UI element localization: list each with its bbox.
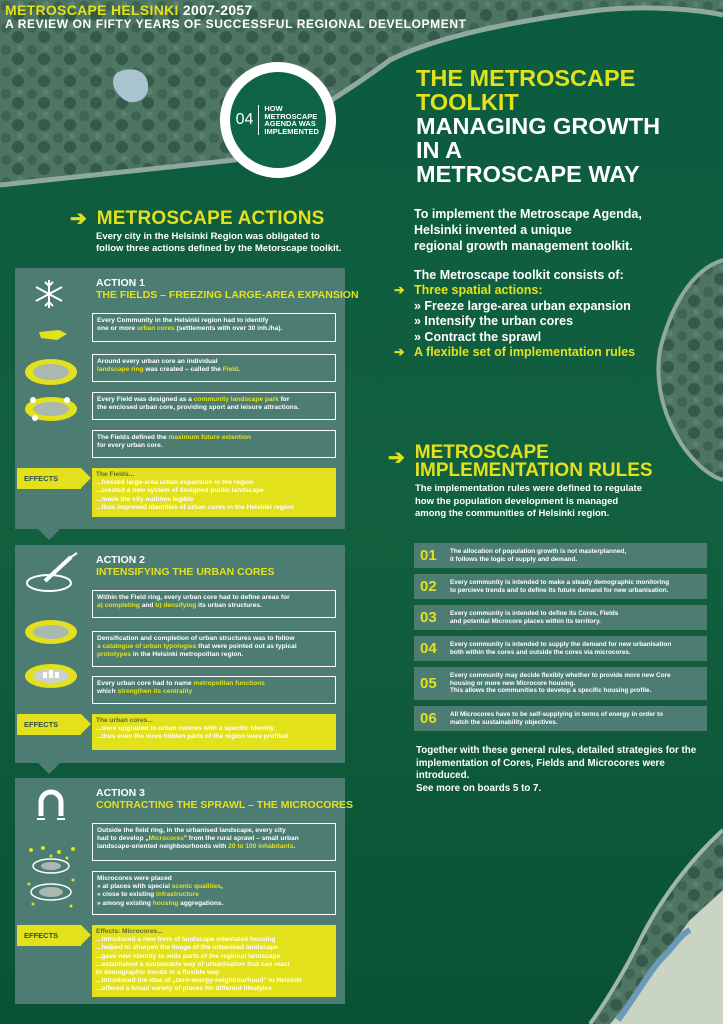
step-highlight: landscape ring xyxy=(97,366,144,374)
toolkit-list xyxy=(394,268,635,360)
intro-line: Helsinki invented a unique xyxy=(414,223,572,237)
rule-number: 05 xyxy=(420,675,437,692)
step-text: landscape-oriented neighbourhoods with xyxy=(97,843,229,851)
action3-effects xyxy=(92,925,336,997)
step-text: . xyxy=(238,366,240,374)
effects-line: ...created a new system of designed public landscape xyxy=(96,487,264,495)
action3-effects-label: EFFECTS xyxy=(17,925,81,946)
step-text: » close to existing xyxy=(97,891,156,899)
badge-number: 04 xyxy=(235,111,254,128)
step-highlight: prototypes xyxy=(97,651,132,659)
rules-description-line: how the population development is managed xyxy=(415,495,619,507)
step-text: Microcores were placed xyxy=(97,875,172,882)
rule-line: This allows the communities to develop a specific housing profile. xyxy=(450,687,652,695)
landscape-ring-icon xyxy=(23,356,79,388)
arrow-right-icon: ➔ xyxy=(394,283,405,298)
summary-text xyxy=(416,745,716,795)
rule-item xyxy=(414,543,707,568)
title-line-2: TOOLKIT xyxy=(416,89,519,115)
effects-line: ...helped to sharpen the image of the urbanised landscape xyxy=(96,944,279,952)
rule-text xyxy=(450,711,663,727)
step-highlight: infrastructure xyxy=(156,891,199,899)
actions-description-line: follow three actions defined by the Metorscape toolkit. xyxy=(96,243,342,254)
panel-pointer xyxy=(38,529,60,540)
rules-section-header xyxy=(388,444,675,521)
rule-number: 02 xyxy=(420,578,437,595)
step-text: Within the Field ring, every urban core had to define areas for xyxy=(97,594,290,601)
step-highlight: Microcores xyxy=(148,835,184,843)
step-text: aggregations. xyxy=(178,899,224,907)
step-text: Every urban core had to name xyxy=(97,680,194,687)
step-text: and xyxy=(139,602,156,610)
title-line-3: MANAGING GROWTH xyxy=(416,113,661,139)
action3-heading xyxy=(96,788,353,811)
step-highlight: urban cores xyxy=(136,325,175,333)
rule-item xyxy=(414,636,707,661)
step-text xyxy=(97,843,331,851)
toolkit-spatial-label: Three spatial actions: xyxy=(414,283,543,298)
toolkit-rules xyxy=(394,345,635,360)
rule-line: The allocation of population growth is not masterplanned, xyxy=(450,547,627,555)
toolkit-lead: The Metroscape toolkit consists of: xyxy=(414,268,624,282)
badge-inner xyxy=(230,72,326,168)
effects-line: ...introduced a new form of landscape orientated housing xyxy=(96,936,276,944)
magnet-icon xyxy=(33,786,69,822)
step-text xyxy=(97,680,331,688)
rule-line: it follows the logic of supply and demand. xyxy=(450,555,578,563)
rules-description-line: among the communities of Helsinki region. xyxy=(415,508,610,520)
rule-number: 06 xyxy=(420,710,437,727)
rules-description-line: The implementation rules were defined to regulate xyxy=(415,483,642,494)
step-text: the enclosed urban core, providing sport and leisure attractions. xyxy=(97,404,300,412)
effects-line: ...freezed large-area urban expansion in the region xyxy=(96,479,254,487)
step-highlight: b) densifying xyxy=(155,602,197,610)
title-line-4: IN A xyxy=(416,137,463,163)
page-title xyxy=(416,66,716,186)
step-text: " from the rural sprawl – small urban xyxy=(183,835,299,843)
step-text xyxy=(97,643,331,651)
header-subtitle: A REVIEW ON FIFTY YEARS OF SUCCESSFUL REGIONAL DEVELOPMENT xyxy=(5,17,467,31)
step-text: , xyxy=(220,883,223,891)
microcores-icon xyxy=(21,844,83,914)
rule-number: 04 xyxy=(420,640,437,657)
dense-core-icon xyxy=(23,661,79,691)
step-text: Outside the field ring, in the urbanised landscape, every city xyxy=(97,827,286,834)
rule-item xyxy=(414,574,707,599)
landscape-park-icon xyxy=(23,394,79,424)
step-text xyxy=(97,891,331,899)
rule-line: Every community is intended to define its Cores, Fields xyxy=(450,609,619,617)
step-text: one or more xyxy=(97,325,137,333)
rule-line: housing or more new Microcore housing. xyxy=(450,679,576,687)
action3-label: ACTION 3 xyxy=(96,787,146,799)
rule-line: Every community is intended to supply the demand for new urbanisation xyxy=(450,640,672,648)
header-title xyxy=(5,2,253,18)
actions-description-line: Every city in the Helsinki Region was obligated to xyxy=(96,231,320,242)
action1-panel xyxy=(15,268,359,529)
toolkit-item: » Freeze large-area urban expansion xyxy=(414,298,631,313)
action2-heading xyxy=(96,555,275,578)
action1-step2 xyxy=(92,354,336,382)
effects-line: ...thus improved identities of urban cores in the Helsinki region xyxy=(96,503,294,511)
rule-text xyxy=(450,672,671,695)
rule-line: Every community may decide flexibly whether to provide more new Core xyxy=(450,671,671,679)
step-highlight: a catalogue of urban typologies xyxy=(97,643,197,651)
step-text xyxy=(97,434,331,442)
step-text xyxy=(97,366,331,374)
step-text: its urban structures. xyxy=(196,602,262,610)
action2-step2 xyxy=(92,631,336,667)
title-line-1: THE METROSCAPE xyxy=(416,65,636,91)
step-highlight: 20 to 100 inhabitants xyxy=(228,843,294,851)
step-text: in the Helsinki metropolitan region. xyxy=(131,651,244,659)
step-text xyxy=(97,396,331,404)
effects-line: ...established a sustainable way of urbanisation that can react xyxy=(96,960,290,968)
rules-description xyxy=(415,483,675,521)
step-text xyxy=(97,883,331,891)
brand: METROSCAPE HELSINKI xyxy=(5,2,179,18)
actions-description xyxy=(96,231,356,255)
step-text: that were pointed out as typical xyxy=(196,643,297,651)
rule-line: and potential Microcore places within its territory. xyxy=(450,617,601,625)
rule-number: 01 xyxy=(420,547,437,564)
step-highlight: housing xyxy=(152,899,179,907)
effects-line: ...offered a broad variety of places for different lifestyles xyxy=(96,985,272,993)
rule-item xyxy=(414,706,707,731)
rule-number: 03 xyxy=(420,609,437,626)
step-text: The Fields defined the xyxy=(97,434,169,441)
effects-line: ...thus even the more hidden parts of the region were profiled xyxy=(96,733,288,741)
rule-item xyxy=(414,667,707,700)
step-text: was created – called the xyxy=(143,366,223,374)
step-text: » among existing xyxy=(97,899,153,907)
rule-text xyxy=(450,641,671,657)
title-line-5: METROSCAPE WAY xyxy=(416,161,640,187)
action3-panel xyxy=(15,778,354,1004)
effects-line: The Fields... xyxy=(96,471,135,478)
effects-line: ...introduced the idea of „zero-energy-neighbourhood" to Helsinki xyxy=(96,977,302,985)
step-text xyxy=(97,688,331,696)
step-text: Around every urban core an individual xyxy=(97,358,218,365)
action1-label: ACTION 1 xyxy=(96,277,146,289)
effects-line: The urban cores... xyxy=(96,717,153,724)
action1-step4 xyxy=(92,430,336,458)
action2-step3 xyxy=(92,676,336,704)
action2-effects xyxy=(92,714,336,750)
step-highlight: metropolitan functions xyxy=(193,680,265,687)
arrow-right-icon: ➔ xyxy=(70,208,87,230)
step-text: Densification and completion of urban structures was to follow xyxy=(97,635,295,642)
actions-section-header xyxy=(70,206,356,255)
field-ring-icon xyxy=(23,617,79,647)
panel-pointer xyxy=(38,763,60,774)
action1-heading xyxy=(96,278,359,301)
summary-line: Together with these general rules, detailed strategies for the xyxy=(416,745,697,756)
intro-text xyxy=(414,206,714,254)
summary-line: See more on boards 5 to 7. xyxy=(416,782,542,794)
step-text: . xyxy=(293,843,296,851)
step-highlight: Field xyxy=(222,366,239,374)
toolkit-item: » Intensify the urban cores xyxy=(414,314,574,329)
rule-line: All Microcores have to be self-supplying in terms of energy in order to xyxy=(450,710,664,718)
rule-text xyxy=(450,610,618,626)
rule-line: both within the cores and outside the cores via microcores. xyxy=(450,648,631,656)
step-highlight: a) completing xyxy=(97,602,140,610)
action3-step1 xyxy=(92,823,336,861)
step-text: had to develop „ xyxy=(97,835,149,843)
step-text xyxy=(97,602,331,610)
intro-line: regional growth management toolkit. xyxy=(414,239,633,253)
rule-item xyxy=(414,605,707,630)
syringe-icon xyxy=(23,551,81,593)
action1-effects xyxy=(92,468,336,517)
toolkit-spatial xyxy=(394,283,635,298)
rules-heading-line2: IMPLEMENTATION RULES xyxy=(414,460,653,481)
step-text: (settlements with over 30 inh./ha). xyxy=(174,325,283,333)
snowflake-icon xyxy=(31,278,67,310)
action1-step3 xyxy=(92,392,336,420)
step-text: Every Community in the Helsinki region had to identify xyxy=(97,317,269,324)
action2-label: ACTION 2 xyxy=(96,554,146,566)
intro-line: To implement the Metroscape Agenda, xyxy=(414,207,642,221)
action2-title: INTENSIFYING THE URBAN CORES xyxy=(96,565,275,578)
action3-title: CONTRACTING THE SPRAWL – THE MICROCORES xyxy=(96,798,354,811)
effects-line: ...were upgraded to urban centres with a specific identity xyxy=(96,725,275,733)
step-text: » at places with special xyxy=(97,883,172,891)
step-highlight: strengthen its centrality xyxy=(117,688,193,696)
effects-line: to demographic trends in a flexible way xyxy=(96,969,220,977)
rule-line: Every community is intended to make a steady demographic monitoring xyxy=(450,578,670,586)
action2-panel xyxy=(15,545,345,763)
step-highlight: community landscape park xyxy=(193,396,279,403)
step-highlight: scenic qualities xyxy=(171,883,221,891)
years: 2007-2057 xyxy=(182,2,253,18)
rules-heading-line1: METROSCAPE xyxy=(414,442,549,463)
action1-effects-label: EFFECTS xyxy=(17,468,81,489)
actions-heading: METROSCAPE ACTIONS xyxy=(96,207,325,229)
badge-text: HOW METROSCAPE AGENDA WAS IMPLEMENTED xyxy=(264,104,319,136)
effects-line: ...gave new identity to wide parts of the regional landscape xyxy=(96,952,281,960)
step-text xyxy=(97,900,331,908)
action1-title: THE FIELDS – FREEZING LARGE-AREA EXPANSION xyxy=(96,288,359,301)
step-text: which xyxy=(97,688,118,696)
step-text: for every urban core. xyxy=(97,442,163,450)
action1-step1 xyxy=(92,313,336,342)
toolkit-item: » Contract the sprawl xyxy=(414,329,542,344)
rule-text xyxy=(450,548,626,564)
action2-step1 xyxy=(92,590,336,618)
action3-step2 xyxy=(92,871,336,915)
step-highlight: maximum future extention xyxy=(168,434,251,441)
effects-line: ...made the city outlines legible xyxy=(96,495,194,503)
step-text: for xyxy=(278,396,290,403)
arrow-right-icon: ➔ xyxy=(394,345,405,360)
summary-line: implementation of Cores, Fields and Microcores were introduced. xyxy=(416,757,665,782)
step-text: Every Field was designed as a xyxy=(97,396,194,403)
rule-line: match the sustainability objectives. xyxy=(450,718,558,726)
rule-line: to percieve trends and to define its future demand for new urbanisation. xyxy=(450,586,669,594)
arrow-right-icon: ➔ xyxy=(388,447,405,469)
effects-line: Effects: Microcores... xyxy=(96,928,163,935)
step-text xyxy=(97,651,331,659)
step-text xyxy=(97,835,331,843)
toolkit-rules-label: A flexible set of implementation rules xyxy=(414,345,636,360)
urban-core-icon xyxy=(35,328,71,342)
board-badge xyxy=(220,62,336,178)
step-text xyxy=(97,325,331,333)
badge-divider xyxy=(258,105,259,135)
action2-effects-label: EFFECTS xyxy=(17,714,81,735)
rule-text xyxy=(450,579,669,595)
